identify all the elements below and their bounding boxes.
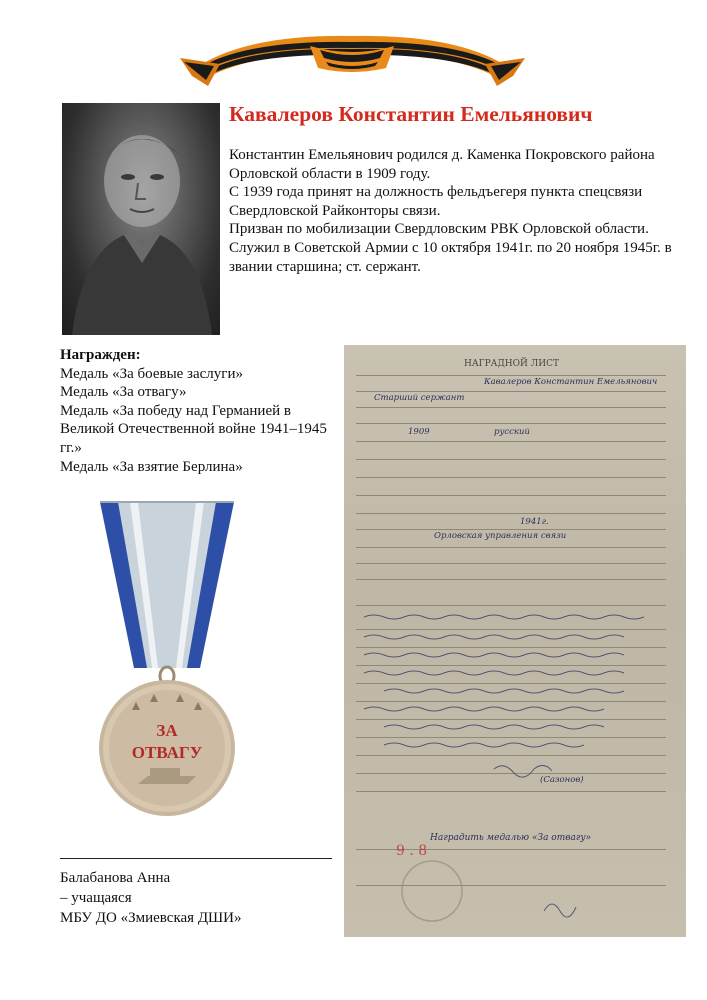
- bio-line-service: Служил в Советской Армии с 10 октября 1941г. по 20 ноября 1945г. в звании старшина; ст. сержант.: [229, 239, 672, 275]
- author-school: МБУ ДО «Змиевская ДШИ»: [60, 910, 242, 926]
- doc-unit: Орловская управления связи: [434, 531, 567, 541]
- portrait-photo: [62, 103, 220, 335]
- author-name: Балабанова Анна: [60, 870, 171, 886]
- awards-list: [60, 346, 336, 476]
- svg-text:9 . 8: 9 . 8: [396, 843, 428, 859]
- author-block: [60, 868, 340, 928]
- award-item: Медаль «За победу над Германией в Великой Отечественной войне 1941–1945 гг.»: [60, 402, 327, 456]
- signature-line: [60, 858, 332, 859]
- medal-text-line1: ЗА: [156, 721, 178, 740]
- author-role: – учащаяся: [60, 890, 132, 906]
- doc-rank: Старший сержант: [374, 393, 465, 403]
- bio-line-mobilization: Призван по мобилизации Свердловским РВК Орловской области.: [229, 221, 649, 238]
- award-sheet-document: [344, 345, 686, 937]
- award-item: Медаль «За боевые заслуги»: [60, 365, 243, 382]
- medal-for-courage-icon: [92, 498, 242, 828]
- biography: [229, 146, 689, 276]
- doc-year: 1909: [408, 427, 430, 437]
- bio-line-birth: Константин Емельянович родился д. Каменка Покровского района Орловской области в 1909 году.: [229, 147, 655, 182]
- doc-nationality: русский: [494, 427, 530, 437]
- awards-heading: Награжден:: [60, 347, 141, 363]
- person-name-title: Кавалеров Константин Емельянович: [229, 102, 593, 126]
- doc-resolution: Наградить медалью «За отвагу»: [430, 833, 592, 843]
- bio-line-job: С 1939 года принят на должность фельдъегеря пункта спецсвязи Свердловской Райконторы связи.: [229, 184, 643, 219]
- doc-header: НАГРАДНОЙ ЛИСТ: [464, 359, 559, 369]
- doc-signature-name: (Сазонов): [540, 775, 584, 785]
- medal-text-line2: ОТВАГУ: [131, 743, 203, 762]
- award-item: Медаль «За отвагу»: [60, 384, 187, 401]
- st-george-ribbon-icon: [180, 28, 525, 86]
- doc-name: Кавалеров Константин Емельянович: [484, 377, 658, 387]
- doc-army-since: 1941г.: [520, 517, 549, 527]
- award-item: Медаль «За взятие Берлина»: [60, 458, 243, 475]
